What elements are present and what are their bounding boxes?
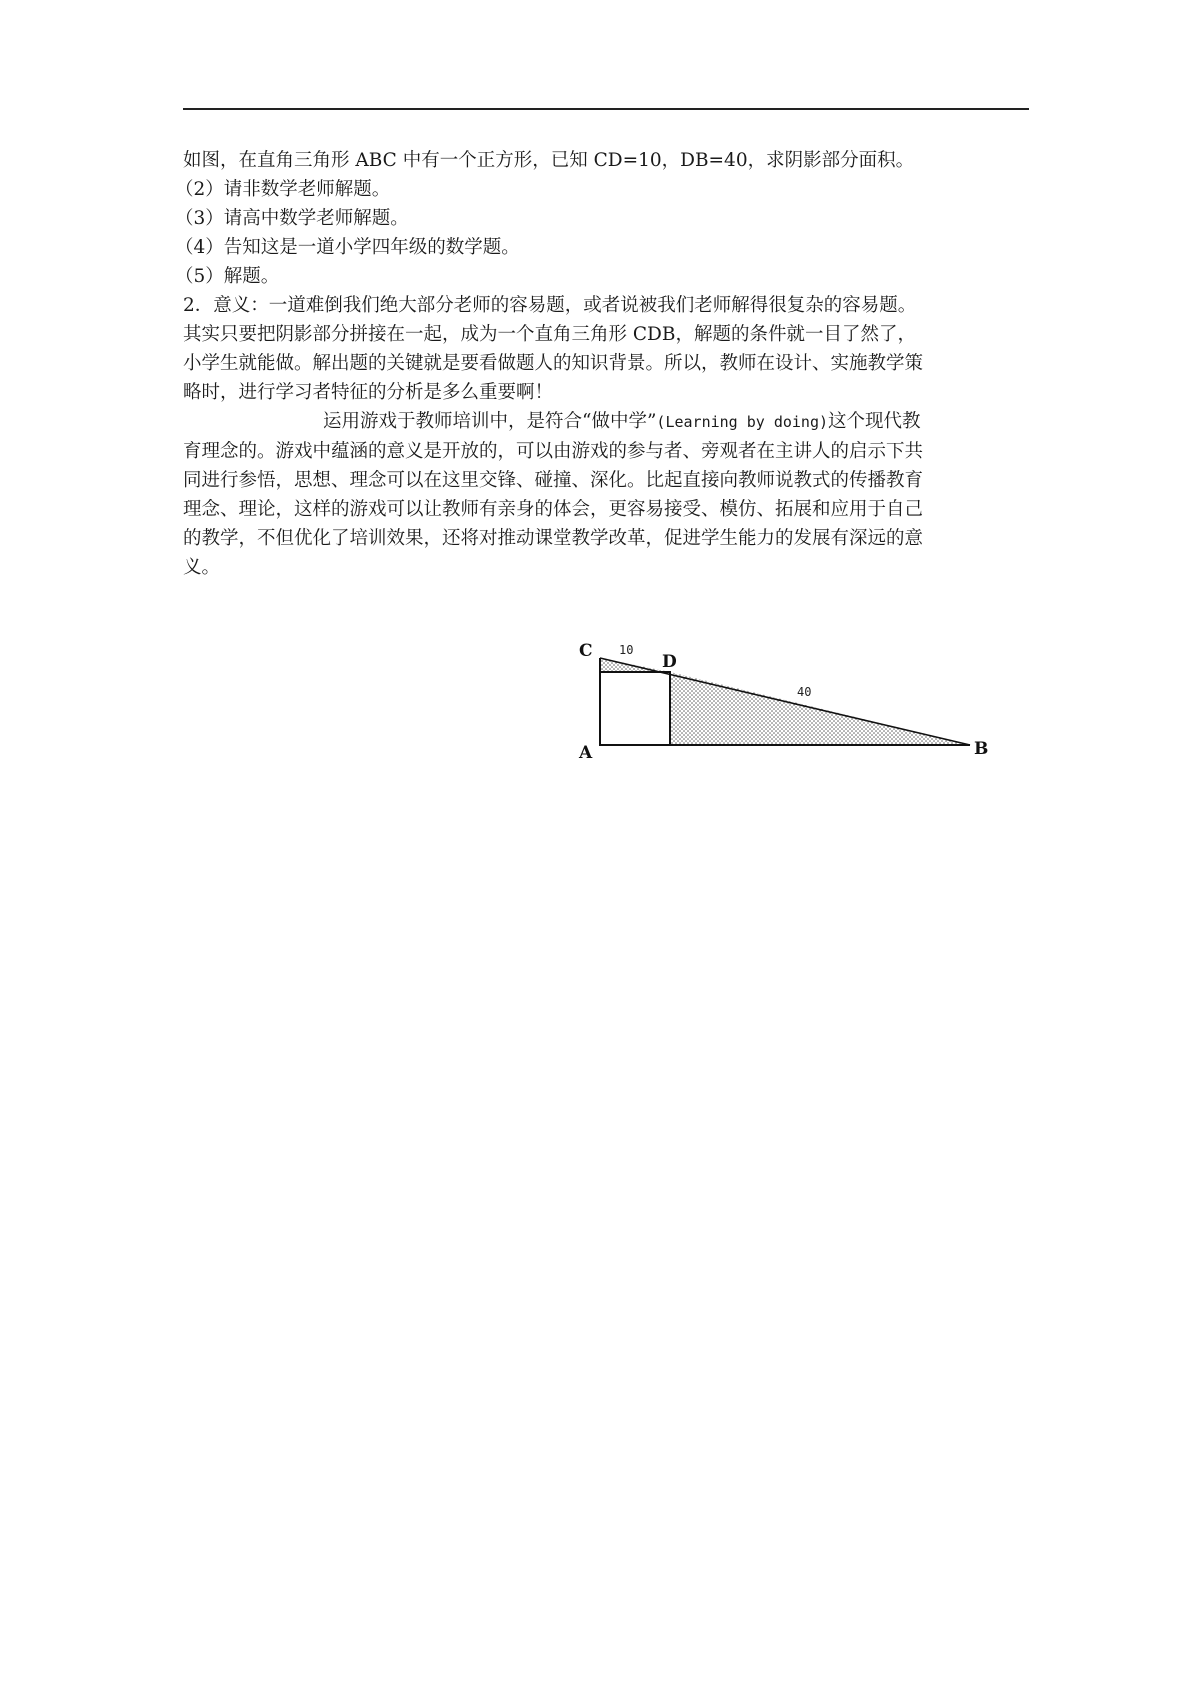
length-label-cd: 10: [619, 643, 634, 657]
header-rule: [183, 108, 1029, 110]
problem-item: （4）告知这是一道小学四年级的数学题。: [175, 237, 520, 258]
triangle-diagram: [575, 634, 1005, 764]
meaning-line: 2．意义：一道难倒我们绝大部分老师的容易题，或者说被我们老师解得很复杂的容易题。: [183, 295, 917, 316]
problem-statement: 如图，在直角三角形 ABC 中有一个正方形，已知 CD=10，DB=40，求阴影部分面积。: [183, 150, 915, 171]
problem-item: （5）解题。: [175, 266, 280, 287]
meaning-line: 小学生就能做。解出题的关键就是要看做题人的知识背景。所以，教师在设计、实施教学策: [183, 353, 924, 374]
square: [600, 672, 670, 745]
problem-item: （2）请非数学老师解题。: [175, 179, 391, 200]
game-text-before: 运用游戏于教师培训中，是符合“做中学”: [323, 411, 657, 432]
game-text-english: (Learning by doing): [656, 413, 829, 431]
length-label-db: 40: [797, 685, 812, 699]
meaning-line: 略时，进行学习者特征的分析是多么重要啊！: [183, 382, 554, 403]
problem-item: （3）请高中数学老师解题。: [175, 208, 409, 229]
game-paragraph-line: 同进行参悟，思想、理念可以在这里交锋、碰撞、深化。比起直接向教师说教式的传播教育: [183, 470, 924, 491]
geometry-figure: [575, 634, 1005, 764]
game-paragraph-line: 的教学，不但优化了培训效果，还将对推动课堂教学改革，促进学生能力的发展有深远的意: [183, 528, 924, 549]
game-text-after: 这个现代教: [828, 411, 921, 432]
vertex-label-d: D: [662, 652, 677, 672]
vertex-label-a: A: [579, 743, 593, 763]
game-paragraph-line: 育理念的。游戏中蕴涵的意义是开放的，可以由游戏的参与者、旁观者在主讲人的启示下共: [183, 441, 924, 462]
meaning-line: 其实只要把阴影部分拼接在一起，成为一个直角三角形 CDB，解题的条件就一目了然了，: [183, 324, 916, 345]
game-paragraph-line: 理念、理论，这样的游戏可以让教师有亲身的体会，更容易接受、模仿、拓展和应用于自己: [183, 499, 924, 520]
game-paragraph-first-line: [183, 407, 1029, 437]
vertex-label-c: C: [579, 641, 593, 661]
game-paragraph-line: 义。: [183, 557, 221, 578]
vertex-label-b: B: [974, 739, 989, 759]
body-text: [175, 146, 1029, 582]
